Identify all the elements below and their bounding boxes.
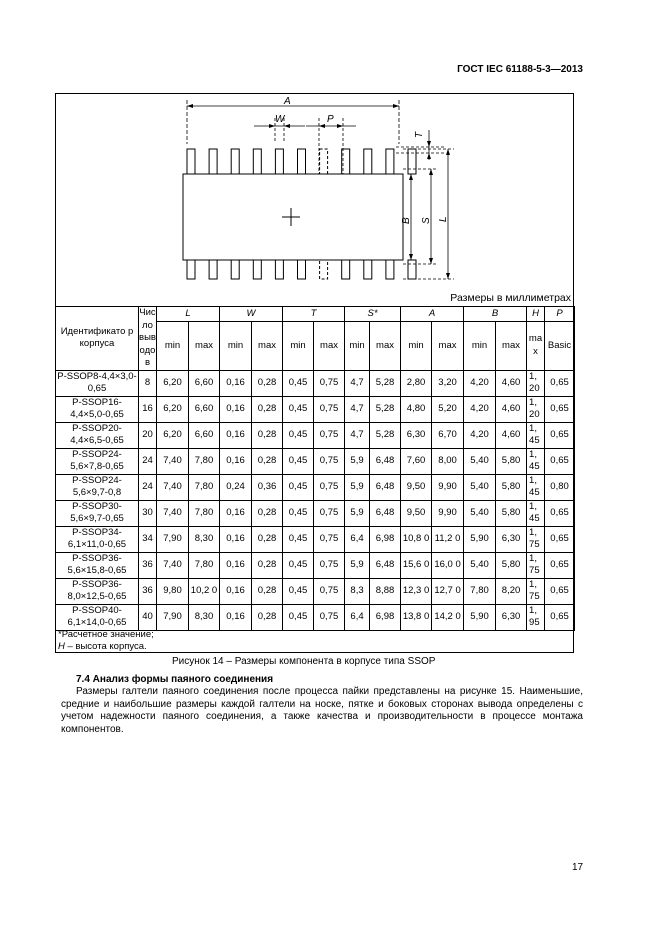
sub-min: min <box>157 322 189 370</box>
label-L: L <box>438 216 449 222</box>
note-height <box>58 641 154 653</box>
label-P: P <box>327 114 334 125</box>
cell-value: 0,28 <box>252 370 283 396</box>
cell-value: 7,40 <box>157 474 189 500</box>
cell-pin-count: 36 <box>139 552 157 578</box>
cell-pin-count: 16 <box>139 396 157 422</box>
cell-value: 2,80 <box>401 370 432 396</box>
cell-pin-count: 24 <box>139 474 157 500</box>
cell-value: 4,60 <box>496 370 527 396</box>
cell-value: 0,65 <box>545 526 575 552</box>
lead <box>364 260 372 279</box>
cell-package-id: P-SSOP36-8,0×12,5-0,65 <box>56 578 139 604</box>
cell-value: 7,80 <box>189 552 220 578</box>
cell-value: 0,65 <box>545 500 575 526</box>
cell-value: 6,70 <box>432 422 464 448</box>
table-row <box>56 422 575 448</box>
cell-value: 6,4 <box>345 526 370 552</box>
cell-value: 4,7 <box>345 396 370 422</box>
cell-value: 5,90 <box>464 526 496 552</box>
cell-value: 6,60 <box>189 422 220 448</box>
cell-value: 0,75 <box>314 578 345 604</box>
cell-value: 6,20 <box>157 396 189 422</box>
note-height-text: – высота корпуса. <box>64 641 147 652</box>
sub-min: min <box>464 322 496 370</box>
cell-value: 1, 75 <box>527 526 545 552</box>
sub-max: max <box>314 322 345 370</box>
cell-value: 7,80 <box>189 448 220 474</box>
group-W: W <box>220 307 283 322</box>
cell-value: 0,16 <box>220 578 252 604</box>
cell-value: 6,20 <box>157 370 189 396</box>
col-header-id: Идентификато р корпуса <box>56 307 139 371</box>
cell-value: 7,80 <box>189 474 220 500</box>
cell-value: 8,88 <box>370 578 401 604</box>
cell-value: 5,40 <box>464 448 496 474</box>
lead <box>298 260 306 279</box>
cell-value: 0,80 <box>545 474 575 500</box>
cell-value: 1, 45 <box>527 422 545 448</box>
cell-pin-count: 24 <box>139 448 157 474</box>
sub-hmax: ma x <box>527 322 545 370</box>
sub-basic: Basic <box>545 322 575 370</box>
lead <box>386 260 394 279</box>
cell-value: 0,24 <box>220 474 252 500</box>
dimensions-table <box>55 306 575 631</box>
cell-value: 0,75 <box>314 396 345 422</box>
lead <box>209 149 217 174</box>
cell-value: 12,3 0 <box>401 578 432 604</box>
lead <box>320 260 328 279</box>
cell-value: 0,75 <box>314 448 345 474</box>
cell-value: 6,20 <box>157 422 189 448</box>
cell-value: 10,8 0 <box>401 526 432 552</box>
cell-value: 0,75 <box>314 422 345 448</box>
cell-value: 0,16 <box>220 526 252 552</box>
lead <box>408 260 416 279</box>
cell-value: 0,65 <box>545 552 575 578</box>
cell-value: 5,80 <box>496 474 527 500</box>
cell-value: 7,90 <box>157 604 189 630</box>
figure-frame <box>55 93 574 653</box>
cell-value: 4,60 <box>496 396 527 422</box>
cell-value: 8,00 <box>432 448 464 474</box>
cell-value: 0,28 <box>252 396 283 422</box>
cell-pin-count: 20 <box>139 422 157 448</box>
table-row <box>56 396 575 422</box>
cell-value: 1, 75 <box>527 552 545 578</box>
cell-value: 11,2 0 <box>432 526 464 552</box>
lead <box>231 149 239 174</box>
cell-value: 0,45 <box>283 474 314 500</box>
cell-value: 6,48 <box>370 474 401 500</box>
cell-value: 0,16 <box>220 448 252 474</box>
cell-value: 7,80 <box>464 578 496 604</box>
cell-value: 7,90 <box>157 526 189 552</box>
group-S: S* <box>345 307 401 322</box>
cell-pin-count: 40 <box>139 604 157 630</box>
table-row <box>56 526 575 552</box>
sub-min: min <box>345 322 370 370</box>
cell-value: 5,80 <box>496 500 527 526</box>
cell-value: 15,6 0 <box>401 552 432 578</box>
cell-value: 0,45 <box>283 396 314 422</box>
cell-value: 7,60 <box>401 448 432 474</box>
cell-value: 8,20 <box>496 578 527 604</box>
lead <box>386 149 394 174</box>
figure-caption: Рисунок 14 – Размеры компонента в корпусе типа SSOP <box>172 656 436 667</box>
cell-value: 0,45 <box>283 448 314 474</box>
body-paragraph: Размеры галтели паяного соединения после процесса пайки представлены на рисунке 15. Наименьшие, средние и наибольшие размеры каждой галтели на носке, пятке и боковых сторонах вывода определены с учетом надежности паяного соединения, а также качества и производительности в процессе монтажа компонентов. <box>61 686 583 735</box>
cell-package-id: P-SSOP8-4,4×3,0-0,65 <box>57 370 137 394</box>
cell-value: 6,98 <box>370 526 401 552</box>
cell-value: 6,4 <box>345 604 370 630</box>
cell-value: 7,40 <box>157 448 189 474</box>
cell-value: 5,9 <box>345 500 370 526</box>
cell-value: 4,20 <box>464 370 496 396</box>
cell-value: 6,30 <box>401 422 432 448</box>
cell-value: 1, 75 <box>527 578 545 604</box>
group-L: L <box>157 307 220 322</box>
lead <box>298 149 306 174</box>
lead <box>342 260 350 279</box>
cell-value: 8,3 <box>345 578 370 604</box>
sub-max: max <box>370 322 401 370</box>
cell-value: 0,65 <box>545 604 575 630</box>
sub-min: min <box>283 322 314 370</box>
cell-value: 9,80 <box>157 578 189 604</box>
cell-value: 10,2 0 <box>189 578 220 604</box>
label-B: B <box>401 217 412 224</box>
cell-value: 0,75 <box>314 500 345 526</box>
lead <box>253 260 261 279</box>
lead <box>275 149 283 174</box>
cell-value: 4,7 <box>345 370 370 396</box>
cell-package-id: P-SSOP30-5,6×9,7-0,65 <box>56 500 139 526</box>
cell-value: 0,75 <box>314 474 345 500</box>
cell-value: 0,28 <box>252 526 283 552</box>
cell-value: 5,80 <box>496 448 527 474</box>
cell-value: 5,9 <box>345 474 370 500</box>
table-row <box>56 604 575 630</box>
cell-value: 0,65 <box>545 396 575 422</box>
cell-value: 5,9 <box>345 552 370 578</box>
cell-value: 6,48 <box>370 552 401 578</box>
cell-package-id: P-SSOP34-6,1×11,0-0,65 <box>56 526 139 552</box>
cell-value: 5,40 <box>464 474 496 500</box>
table-row <box>56 500 575 526</box>
cell-value: 0,45 <box>283 578 314 604</box>
cell-pin-count: 36 <box>139 578 157 604</box>
cell-value: 0,45 <box>283 422 314 448</box>
cell-value: 5,80 <box>496 552 527 578</box>
cell-pin-count: 30 <box>139 500 157 526</box>
cell-value: 0,28 <box>252 448 283 474</box>
cell-value: 9,50 <box>401 500 432 526</box>
group-P: P <box>545 307 575 322</box>
lead <box>187 260 195 279</box>
cell-value: 6,30 <box>496 604 527 630</box>
group-T: T <box>283 307 345 322</box>
table-row <box>56 448 575 474</box>
cell-package-id: P-SSOP16-4,4×5,0-0,65 <box>56 396 139 422</box>
cell-value: 7,80 <box>189 500 220 526</box>
lead <box>253 149 261 174</box>
cell-value: 0,45 <box>283 500 314 526</box>
cell-value: 5,40 <box>464 500 496 526</box>
cell-value: 0,16 <box>220 370 252 396</box>
cell-value: 6,48 <box>370 500 401 526</box>
cell-value: 6,30 <box>496 526 527 552</box>
cell-value: 1, 95 <box>527 604 545 630</box>
cell-package-id: P-SSOP20-4,4×6,5-0,65 <box>56 422 139 448</box>
sub-min: min <box>220 322 252 370</box>
cell-package-id: P-SSOP24-5,6×7,8-0,65 <box>56 448 139 474</box>
cell-value: 0,65 <box>545 448 575 474</box>
sub-max: max <box>252 322 283 370</box>
lead <box>364 149 372 174</box>
table-note <box>58 629 154 653</box>
cell-value: 0,28 <box>252 604 283 630</box>
cell-value: 0,45 <box>283 604 314 630</box>
cell-value: 0,75 <box>314 526 345 552</box>
table-row <box>56 552 575 578</box>
cell-value: 4,7 <box>345 422 370 448</box>
cell-value: 3,20 <box>432 370 464 396</box>
cell-value: 8,30 <box>189 604 220 630</box>
cell-value: 0,65 <box>545 578 575 604</box>
group-H: H <box>527 307 545 322</box>
cell-value: 4,20 <box>464 396 496 422</box>
cell-value: 5,9 <box>345 448 370 474</box>
lead <box>231 260 239 279</box>
lead <box>275 260 283 279</box>
cell-value: 5,28 <box>370 370 401 396</box>
cell-pin-count: 34 <box>139 526 157 552</box>
group-A: A <box>401 307 464 322</box>
section-title: 7.4 Анализ формы паяного соединения <box>76 674 274 685</box>
cell-value: 5,40 <box>464 552 496 578</box>
cell-value: 4,80 <box>401 396 432 422</box>
cell-value: 0,45 <box>283 370 314 396</box>
cell-value: 0,75 <box>314 604 345 630</box>
cell-package-id: P-SSOP24-5,6×9,7-0,8 <box>56 474 139 500</box>
cell-value: 8,30 <box>189 526 220 552</box>
label-S: S <box>421 217 432 224</box>
cell-package-id: P-SSOP40-6,1×14,0-0,65 <box>56 604 139 630</box>
cell-value: 1, 20 <box>527 396 545 422</box>
cell-value: 0,16 <box>220 422 252 448</box>
cell-value: 9,90 <box>432 474 464 500</box>
standard-header: ГОСТ IEC 61188-5-3—2013 <box>457 64 583 75</box>
cell-value: 0,28 <box>252 578 283 604</box>
cell-value: 5,20 <box>432 396 464 422</box>
cell-value: 7,40 <box>157 500 189 526</box>
sub-max: max <box>496 322 527 370</box>
cell-value: 12,7 0 <box>432 578 464 604</box>
group-B: B <box>464 307 527 322</box>
table-row <box>56 474 575 500</box>
cell-value: 9,50 <box>401 474 432 500</box>
cell-value: 0,28 <box>252 422 283 448</box>
cell-value: 0,45 <box>283 526 314 552</box>
cell-value: 0,45 <box>283 552 314 578</box>
cell-value: 0,65 <box>545 370 575 396</box>
sub-max: max <box>432 322 464 370</box>
cell-value: 4,60 <box>496 422 527 448</box>
cell-pin-count: 8 <box>139 370 157 396</box>
lead <box>320 149 328 174</box>
cell-value: 0,65 <box>545 422 575 448</box>
cell-value: 6,60 <box>189 370 220 396</box>
cell-value: 9,90 <box>432 500 464 526</box>
cell-value: 0,16 <box>220 552 252 578</box>
cell-value: 5,90 <box>464 604 496 630</box>
cell-value: 0,75 <box>314 552 345 578</box>
cell-package-id: P-SSOP36-5,6×15,8-0,65 <box>56 552 139 578</box>
cell-value: 1, 45 <box>527 500 545 526</box>
lead <box>187 149 195 174</box>
col-header-pins: Чис ло выв одо в <box>139 307 156 368</box>
cell-value: 4,20 <box>464 422 496 448</box>
cell-value: 1, 20 <box>527 370 545 396</box>
cell-value: 0,36 <box>252 474 283 500</box>
cell-value: 6,60 <box>189 396 220 422</box>
cell-value: 16,0 0 <box>432 552 464 578</box>
cell-value: 0,28 <box>252 500 283 526</box>
cell-value: 0,16 <box>220 604 252 630</box>
cell-value: 6,98 <box>370 604 401 630</box>
note-height-symbol: H <box>58 641 65 652</box>
note-asterisk: *Расчетное значение; <box>58 629 154 640</box>
table-row <box>56 370 575 396</box>
table-row <box>56 578 575 604</box>
cell-value: 0,16 <box>220 396 252 422</box>
cell-value: 0,28 <box>252 552 283 578</box>
cell-value: 7,40 <box>157 552 189 578</box>
cell-value: 14,2 0 <box>432 604 464 630</box>
units-note: Размеры в миллиметрах <box>450 292 571 304</box>
cell-value: 0,16 <box>220 500 252 526</box>
cell-value: 1, 45 <box>527 474 545 500</box>
label-A: A <box>284 96 291 107</box>
cell-value: 5,28 <box>370 396 401 422</box>
sub-max: max <box>189 322 220 370</box>
cell-value: 6,48 <box>370 448 401 474</box>
cell-value: 0,75 <box>314 370 345 396</box>
page-number: 17 <box>572 862 584 873</box>
sub-min: min <box>401 322 432 370</box>
cell-value: 1, 45 <box>527 448 545 474</box>
lead <box>209 260 217 279</box>
label-W: W <box>275 114 285 125</box>
ssop-drawing <box>56 94 573 300</box>
cell-value: 5,28 <box>370 422 401 448</box>
cell-value: 13,8 0 <box>401 604 432 630</box>
label-T: T <box>414 131 425 138</box>
